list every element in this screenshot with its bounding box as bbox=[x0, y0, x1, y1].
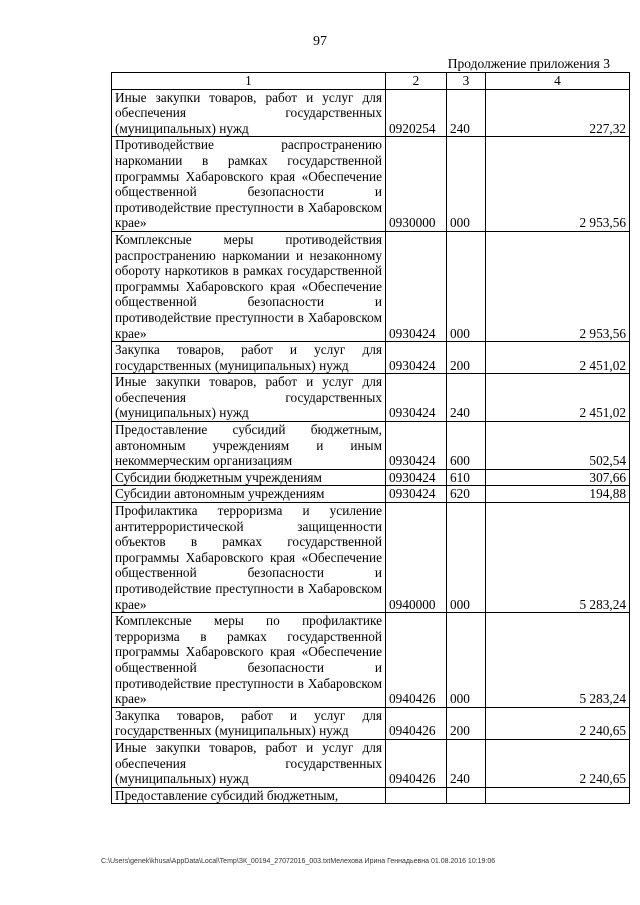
type-cell: 240 bbox=[447, 374, 486, 422]
table-row bbox=[112, 89, 630, 137]
amount-cell: 502,54 bbox=[486, 422, 630, 470]
type-cell: 200 bbox=[447, 342, 486, 374]
table-row bbox=[112, 422, 630, 470]
table-row bbox=[112, 787, 630, 804]
code-cell: 0940426 bbox=[386, 613, 447, 708]
type-cell: 240 bbox=[447, 739, 486, 787]
code-cell: 0940426 bbox=[386, 739, 447, 787]
amount-cell: 2 451,02 bbox=[486, 374, 630, 422]
table-row bbox=[112, 342, 630, 374]
type-cell: 000 bbox=[447, 137, 486, 232]
name-cell: Предоставление субсидий бюджетным, автономным учреждениям и иным некоммерческим организациям bbox=[112, 422, 386, 470]
type-cell: 000 bbox=[447, 231, 486, 341]
table-row bbox=[112, 707, 630, 739]
header-col-2: 2 bbox=[386, 73, 447, 90]
code-cell: 0930000 bbox=[386, 137, 447, 232]
amount-cell: 194,88 bbox=[486, 486, 630, 503]
code-cell: 0930424 bbox=[386, 342, 447, 374]
table-header-row bbox=[112, 73, 630, 90]
type-cell: 200 bbox=[447, 707, 486, 739]
name-cell: Закупка товаров, работ и услуг для государственных (муниципальных) нужд bbox=[112, 342, 386, 374]
amount-cell: 2 953,56 bbox=[486, 137, 630, 232]
budget-table bbox=[111, 72, 630, 804]
code-cell: 0940000 bbox=[386, 503, 447, 613]
name-cell: Закупка товаров, работ и услуг для государственных (муниципальных) нужд bbox=[112, 707, 386, 739]
name-cell: Субсидии бюджетным учреждениям bbox=[112, 469, 386, 486]
header-col-3: 3 bbox=[447, 73, 486, 90]
table-row bbox=[112, 613, 630, 708]
amount-cell bbox=[486, 787, 630, 804]
name-cell: Предоставление субсидий бюджетным, bbox=[112, 787, 386, 804]
name-cell: Иные закупки товаров, работ и услуг для обеспечения государственных (муниципальных) нужд bbox=[112, 739, 386, 787]
table-row bbox=[112, 503, 630, 613]
table-row bbox=[112, 374, 630, 422]
file-path-footer: C:\Users\genek\khusa\AppData\Local\Temp\ЗК_00194_27072016_003.txtМелехова Ирина Геннадьевна 01.08.2016 10:19:06 bbox=[101, 858, 496, 865]
page-number: 97 bbox=[313, 34, 327, 49]
code-cell: 0930424 bbox=[386, 469, 447, 486]
code-cell: 0920254 bbox=[386, 89, 447, 137]
amount-cell: 2 953,56 bbox=[486, 231, 630, 341]
amount-cell: 2 240,65 bbox=[486, 739, 630, 787]
type-cell: 620 bbox=[447, 486, 486, 503]
type-cell: 600 bbox=[447, 422, 486, 470]
amount-cell: 5 283,24 bbox=[486, 613, 630, 708]
table-body bbox=[112, 89, 630, 804]
amount-cell: 2 451,02 bbox=[486, 342, 630, 374]
name-cell: Противодействие распространению наркомании в рамках государственной программы Хабаровского края «Обеспечение общественной безопасности и противодействие преступности в Хабаровском крае» bbox=[112, 137, 386, 232]
name-cell: Иные закупки товаров, работ и услуг для обеспечения государственных (муниципальных) нужд bbox=[112, 89, 386, 137]
name-cell: Комплексные меры по профилактике терроризма в рамках государственной программы Хабаровского края «Обеспечение общественной безопасности и противодействие преступности в Хабаровском крае» bbox=[112, 613, 386, 708]
name-cell: Иные закупки товаров, работ и услуг для обеспечения государственных (муниципальных) нужд bbox=[112, 374, 386, 422]
type-cell: 610 bbox=[447, 469, 486, 486]
table-row bbox=[112, 469, 630, 486]
code-cell: 0940426 bbox=[386, 707, 447, 739]
code-cell: 0930424 bbox=[386, 374, 447, 422]
type-cell: 000 bbox=[447, 503, 486, 613]
header-col-1: 1 bbox=[112, 73, 386, 90]
header-col-4: 4 bbox=[486, 73, 630, 90]
code-cell: 0930424 bbox=[386, 231, 447, 341]
table-row bbox=[112, 486, 630, 503]
name-cell: Субсидии автономным учреждениям bbox=[112, 486, 386, 503]
table-row bbox=[112, 137, 630, 232]
type-cell bbox=[447, 787, 486, 804]
table-row bbox=[112, 231, 630, 341]
continuation-label: Продолжение приложения 3 bbox=[447, 56, 610, 71]
amount-cell: 307,66 bbox=[486, 469, 630, 486]
code-cell bbox=[386, 787, 447, 804]
code-cell: 0930424 bbox=[386, 486, 447, 503]
type-cell: 000 bbox=[447, 613, 486, 708]
name-cell: Комплексные меры противодействия распространению наркомании и незаконному обороту наркотиков в рамках государственной программы Хабаровского края «Обеспечение общественной безопасности и противодействие преступности в Хабаровском крае» bbox=[112, 231, 386, 341]
amount-cell: 2 240,65 bbox=[486, 707, 630, 739]
type-cell: 240 bbox=[447, 89, 486, 137]
code-cell: 0930424 bbox=[386, 422, 447, 470]
name-cell: Профилактика терроризма и усиление антитеррористической защищенности объектов в рамках государственной программы Хабаровского края «Обеспечение общественной безопасности и противодействие преступности в Хабаровском крае» bbox=[112, 503, 386, 613]
amount-cell: 5 283,24 bbox=[486, 503, 630, 613]
table-row bbox=[112, 739, 630, 787]
amount-cell: 227,32 bbox=[486, 89, 630, 137]
